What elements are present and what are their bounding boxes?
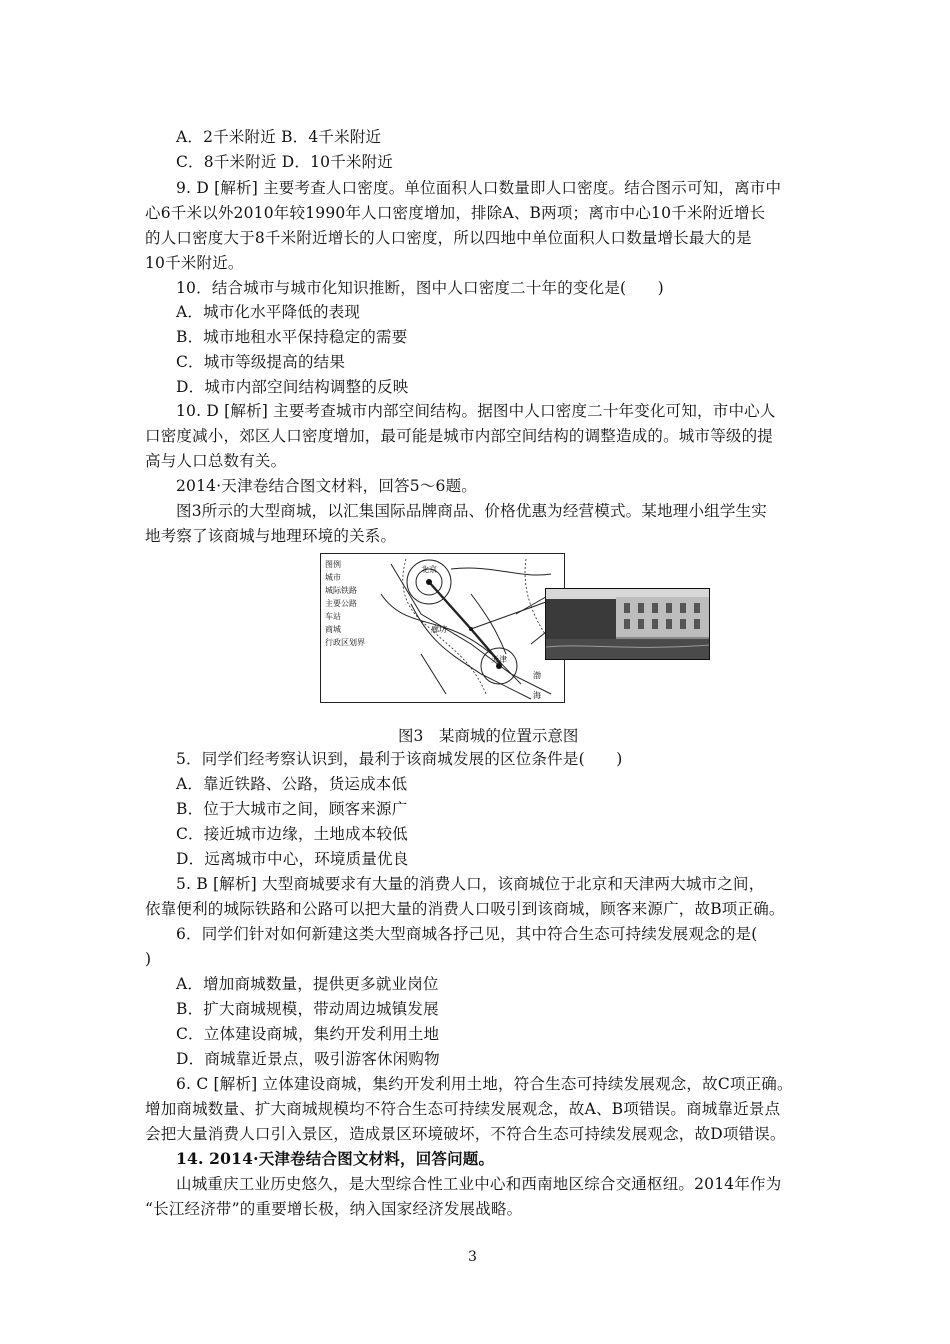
label-hai: 海 xyxy=(533,691,541,700)
material-line-1: 图3所示的大型商城，以汇集国际品牌商品、价格优惠为经营模式。某地理小组学生实 xyxy=(176,502,767,520)
answer-6-line-1: 6. C [解析] 立体建设商城，集约开发利用土地，符合生态可持续发展观念，故C项正确。 xyxy=(176,1075,793,1093)
q5-option-d: D．远离城市中心，环境质量优良 xyxy=(176,850,409,868)
q6-option-d: D．商城靠近景点，吸引游客休闲购物 xyxy=(176,1050,440,1068)
q10-option-c: C．城市等级提高的结果 xyxy=(176,353,346,371)
q14-material-line-1: 山城重庆工业历史悠久，是大型综合性工业中心和西南地区综合交通枢纽。2014年作为 xyxy=(176,1175,782,1193)
mall-photo xyxy=(545,588,710,660)
legend-item-railway: 城际铁路 xyxy=(325,586,357,595)
legend-item-mall: 商城 xyxy=(325,625,341,634)
q14-material-line-2: “长江经济带”的重要增长极，纳入国家经济发展战略。 xyxy=(145,1200,523,1218)
label-tianjin: 天津 xyxy=(491,655,507,664)
material-line-2: 地考察了该商城与地理环境的关系。 xyxy=(145,527,397,545)
question-5: 5．同学们经考察认识到，最利于该商城发展的区位条件是( ) xyxy=(176,750,623,768)
answer-9-line-1: 9. D [解析] 主要考查人口密度。单位面积人口数量即人口密度。结合图示可知，离市中 xyxy=(176,179,782,197)
question-14: 14. 2014·天津卷结合图文材料，回答问题。 xyxy=(176,1149,495,1168)
legend-item-boundary: 行政区划界 xyxy=(325,638,365,647)
option-c-d: C．8千米附近 D．10千米附近 xyxy=(176,153,393,171)
q10-option-a: A．城市化水平降低的表现 xyxy=(176,303,361,321)
answer-10-line-1: 10. D [解析] 主要考查城市内部空间结构。据图中人口密度二十年变化可知，市中心人 xyxy=(176,402,776,420)
page-number: 3 xyxy=(468,1249,477,1265)
answer-9-line-3: 的人口密度大于8千米附近增长的人口密度，所以四地中单位面积人口数量增长最大的是 xyxy=(145,229,752,247)
map-frame xyxy=(320,553,565,703)
legend-item-city: 城市 xyxy=(325,573,341,582)
q10-option-b: B．城市地租水平保持稳定的需要 xyxy=(176,328,408,346)
answer-9-line-2: 心6千米以外2010年较1990年人口密度增加，排除A、B两项；离市中心10千米附近增长 xyxy=(145,204,766,222)
answer-6-line-2: 增加商城数量、扩大商城规模均不符合生态可持续发展观念，故A、B项错误。商城靠近景点 xyxy=(145,1100,781,1118)
q6-option-c: C．立体建设商城，集约开发利用土地 xyxy=(176,1025,440,1043)
question-6: 6．同学们针对如何新建这类大型商城各抒己见，其中符合生态可持续发展观念的是( xyxy=(176,925,758,943)
answer-5-line-2: 依靠便利的城际铁路和公路可以把大量的消费人口吸引到该商城，顾客来源广，故B项正确。 xyxy=(145,900,785,918)
legend-item-station: 车站 xyxy=(325,612,341,621)
q5-option-c: C．接近城市边缘，土地成本较低 xyxy=(176,825,408,843)
answer-10-line-3: 高与人口总数有关。 xyxy=(145,452,287,470)
figure-3 xyxy=(320,553,710,705)
q6-option-b: B．扩大商城规模，带动周边城镇发展 xyxy=(176,1000,439,1018)
answer-5-line-1: 5. B [解析] 大型商城要求有大量的消费人口，该商城位于北京和天津两大城市之间， xyxy=(176,875,765,893)
figure-caption: 图3 某商城的位置示意图 xyxy=(398,727,579,745)
legend-item-highway: 主要公路 xyxy=(325,599,357,608)
q5-option-a: A．靠近铁路、公路，货运成本低 xyxy=(176,775,408,793)
mall-photo-drawing xyxy=(546,589,710,660)
question-6-cont: ) xyxy=(145,950,152,968)
label-beijing: 北京 xyxy=(421,565,437,574)
section-intro: 2014·天津卷结合图文材料，回答5～6题。 xyxy=(176,477,477,495)
answer-6-line-3: 会把大量消费人口引入景区，造成景区环境破坏，不符合生态可持续发展观念，故D项错误。 xyxy=(145,1125,786,1143)
option-a-b: A．2千米附近 B．4千米附近 xyxy=(176,128,382,146)
map-legend xyxy=(325,558,365,649)
answer-10-line-2: 口密度减小，郊区人口密度增加，最可能是城市内部空间结构的调整造成的。城市等级的提 xyxy=(145,427,774,445)
question-10: 10．结合城市与城市化知识推断，图中人口密度二十年的变化是( ) xyxy=(176,279,664,297)
q5-option-b: B．位于大城市之间，顾客来源广 xyxy=(176,800,408,818)
answer-9-line-4: 10千米附近。 xyxy=(145,254,244,272)
label-bo: 渤 xyxy=(533,671,541,680)
label-langfang: 廊坊 xyxy=(431,625,447,634)
legend-title: 图例 xyxy=(325,560,341,569)
q10-option-d: D．城市内部空间结构调整的反映 xyxy=(176,378,409,396)
q6-option-a: A．增加商城数量，提供更多就业岗位 xyxy=(176,975,439,993)
